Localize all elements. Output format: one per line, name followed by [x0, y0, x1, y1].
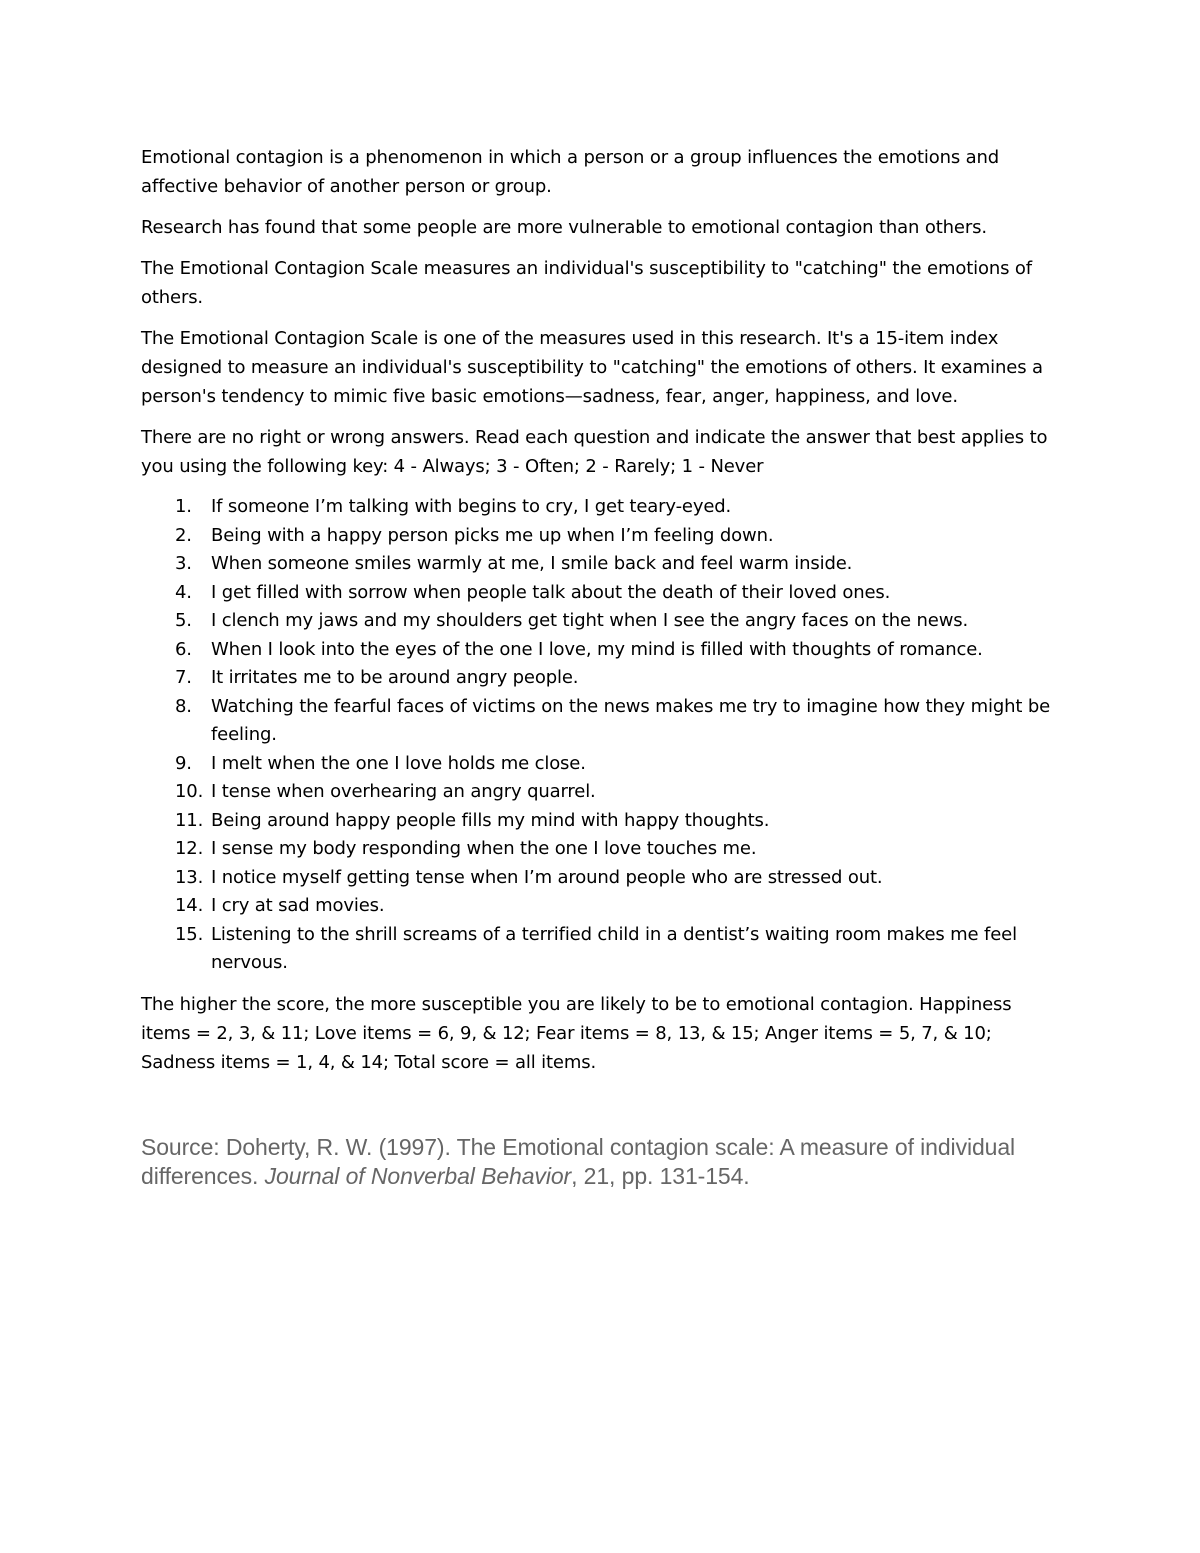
item-number: 15.	[175, 923, 204, 945]
research-paragraph: Research has found that some people are more vulnerable to emotional contagion than others.	[141, 217, 987, 238]
item-text: If someone I’m talking with begins to cry, I get teary-eyed.	[211, 496, 732, 517]
scoring-paragraph: The higher the score, the more susceptible you are likely to be to emotional contagion. Happiness items = 2, 3, & 11; Love items = 6, 9, & 12; Fear items = 8, 13, & 15; Anger items = 5, 7, & 10; Sadness items = 1, 4, & 14; Total score = all items.	[141, 993, 1012, 1073]
item-text: I get filled with sorrow when people talk about the death of their loved ones.	[211, 581, 891, 603]
list-item	[141, 550, 1066, 579]
list-item	[141, 693, 1066, 750]
item-number: 5.	[175, 610, 192, 631]
item-text: Being with a happy person picks me up when I’m feeling down.	[211, 524, 774, 546]
list-item	[141, 607, 1066, 636]
journal-title: Journal of Nonverbal Behavior	[264, 1162, 572, 1189]
item-number: 4.	[175, 581, 192, 603]
list-item	[141, 579, 1066, 608]
item-text: I cry at sad movies.	[211, 895, 385, 916]
item-text: I tense when overhearing an angry quarrel.	[211, 781, 596, 802]
list-item	[141, 664, 1066, 693]
list-item	[141, 892, 1066, 921]
item-number: 7.	[175, 667, 192, 688]
source-citation	[141, 1133, 1066, 1191]
source-prefix: Source: Doherty, R. W. (1997). The Emotional contagion scale: A measure of individual differences.	[141, 1133, 1016, 1189]
list-item	[141, 636, 1066, 665]
item-text: Watching the fearful faces of victims on the news makes me try to imagine how they might be feeling.	[211, 695, 1051, 745]
list-item	[141, 493, 1066, 522]
intro-paragraph: Emotional contagion is a phenomenon in which a person or a group influences the emotions and affective behavior of another person or group.	[141, 147, 1000, 197]
item-number: 10.	[175, 781, 204, 802]
item-number: 1.	[175, 496, 192, 517]
item-number: 13.	[175, 866, 204, 888]
list-item	[141, 864, 1066, 893]
item-number: 14.	[175, 895, 204, 916]
instructions-paragraph: There are no right or wrong answers. Read each question and indicate the answer that best applies to you using the following key: 4 - Always; 3 - Often; 2 - Rarely; 1 - Never	[141, 427, 1048, 477]
item-text: It irritates me to be around angry people.	[211, 667, 579, 688]
item-text: Being around happy people fills my mind with happy thoughts.	[211, 809, 770, 831]
item-text: Listening to the shrill screams of a terrified child in a dentist’s waiting room makes me feel nervous.	[211, 923, 1017, 973]
list-item	[141, 807, 1066, 836]
item-number: 6.	[175, 638, 192, 660]
item-number: 8.	[175, 695, 192, 717]
scale-description-paragraph: The Emotional Contagion Scale is one of the measures used in this research. It's a 15-item index designed to measure an individual's susceptibility to "catching" the emotions of others. It examines a person's tendency to mimic five basic emotions—sadness, fear, anger, happiness, and love.	[141, 328, 1043, 407]
item-text: I melt when the one I love holds me close.	[211, 752, 586, 774]
item-number: 3.	[175, 553, 192, 574]
item-text: I notice myself getting tense when I’m around people who are stressed out.	[211, 866, 883, 888]
item-number: 2.	[175, 524, 192, 546]
item-text: When someone smiles warmly at me, I smile back and feel warm inside.	[211, 553, 853, 574]
list-item	[141, 778, 1066, 807]
document-page	[141, 143, 1066, 1191]
list-item	[141, 835, 1066, 864]
list-item	[141, 522, 1066, 551]
item-number: 12.	[175, 838, 204, 859]
scale-definition-paragraph: The Emotional Contagion Scale measures an individual's susceptibility to "catching" the emotions of others.	[141, 258, 1032, 308]
item-text: When I look into the eyes of the one I love, my mind is filled with thoughts of romance.	[211, 638, 983, 660]
question-list	[141, 493, 1066, 978]
item-number: 9.	[175, 752, 192, 774]
source-suffix: , 21, pp. 131-154.	[571, 1162, 750, 1189]
item-number: 11.	[175, 809, 204, 831]
list-item	[141, 921, 1066, 978]
item-text: I clench my jaws and my shoulders get tight when I see the angry faces on the news.	[211, 610, 969, 631]
list-item	[141, 750, 1066, 779]
item-text: I sense my body responding when the one I love touches me.	[211, 838, 757, 859]
